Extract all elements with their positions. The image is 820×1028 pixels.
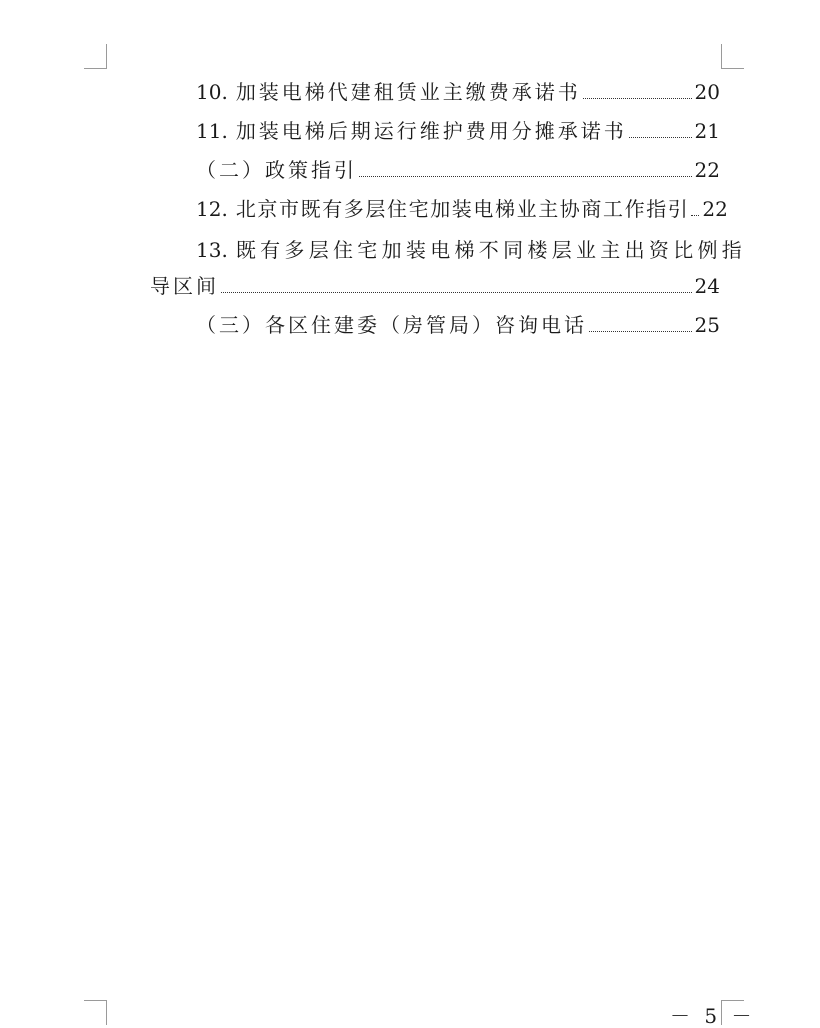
toc-entry-number: 10. bbox=[196, 80, 228, 104]
crop-mark-bottom-left bbox=[84, 1000, 107, 1025]
toc-leader-dots bbox=[221, 292, 692, 293]
toc-leader-dots bbox=[583, 98, 692, 99]
toc-section-title: （三）各区住建委（房管局）咨询电话 bbox=[196, 313, 587, 337]
toc-page-number: 22 bbox=[702, 197, 728, 221]
toc-leader-dots bbox=[359, 176, 692, 177]
toc-page-number: 21 bbox=[694, 119, 720, 143]
toc-page-number: 22 bbox=[694, 158, 720, 182]
toc-entry-11[interactable] bbox=[196, 117, 720, 145]
toc-entry-title: 北京市既有多层住宅加装电梯业主协商工作指引 bbox=[235, 197, 690, 221]
toc-entry-number: 13. bbox=[196, 238, 228, 262]
toc-leader-dots bbox=[691, 215, 699, 216]
toc-entry-number: 11. bbox=[196, 119, 228, 143]
toc-page-number: 20 bbox=[694, 80, 720, 104]
crop-mark-top-left bbox=[84, 44, 107, 69]
toc-section-title: （二）政策指引 bbox=[196, 158, 357, 182]
toc-entry-number: 12. bbox=[196, 197, 228, 221]
toc-entry-title: 加装电梯代建租赁业主缴费承诺书 bbox=[235, 80, 581, 104]
toc-entry-title-continued: 导区间 bbox=[150, 274, 219, 298]
toc-entry-10[interactable] bbox=[196, 78, 720, 106]
toc-entry-title: 加装电梯后期运行维护费用分摊承诺书 bbox=[235, 119, 627, 143]
toc-entry-13-line2[interactable] bbox=[150, 272, 720, 300]
footer-page-number: － 5 － bbox=[670, 1004, 756, 1028]
toc-page-number: 25 bbox=[694, 313, 720, 337]
toc-entry-13-line1[interactable] bbox=[196, 236, 747, 264]
toc-section-district-hotlines[interactable] bbox=[196, 311, 720, 339]
toc-page-number: 24 bbox=[694, 274, 720, 298]
toc-entry-12[interactable] bbox=[196, 195, 728, 223]
crop-mark-top-right bbox=[721, 44, 744, 69]
toc-section-policy-guidance[interactable] bbox=[196, 156, 720, 184]
toc-leader-dots bbox=[629, 137, 692, 138]
toc-entry-title: 既有多层住宅加装电梯不同楼层业主出资比例指 bbox=[235, 238, 747, 262]
toc-leader-dots bbox=[589, 331, 692, 332]
